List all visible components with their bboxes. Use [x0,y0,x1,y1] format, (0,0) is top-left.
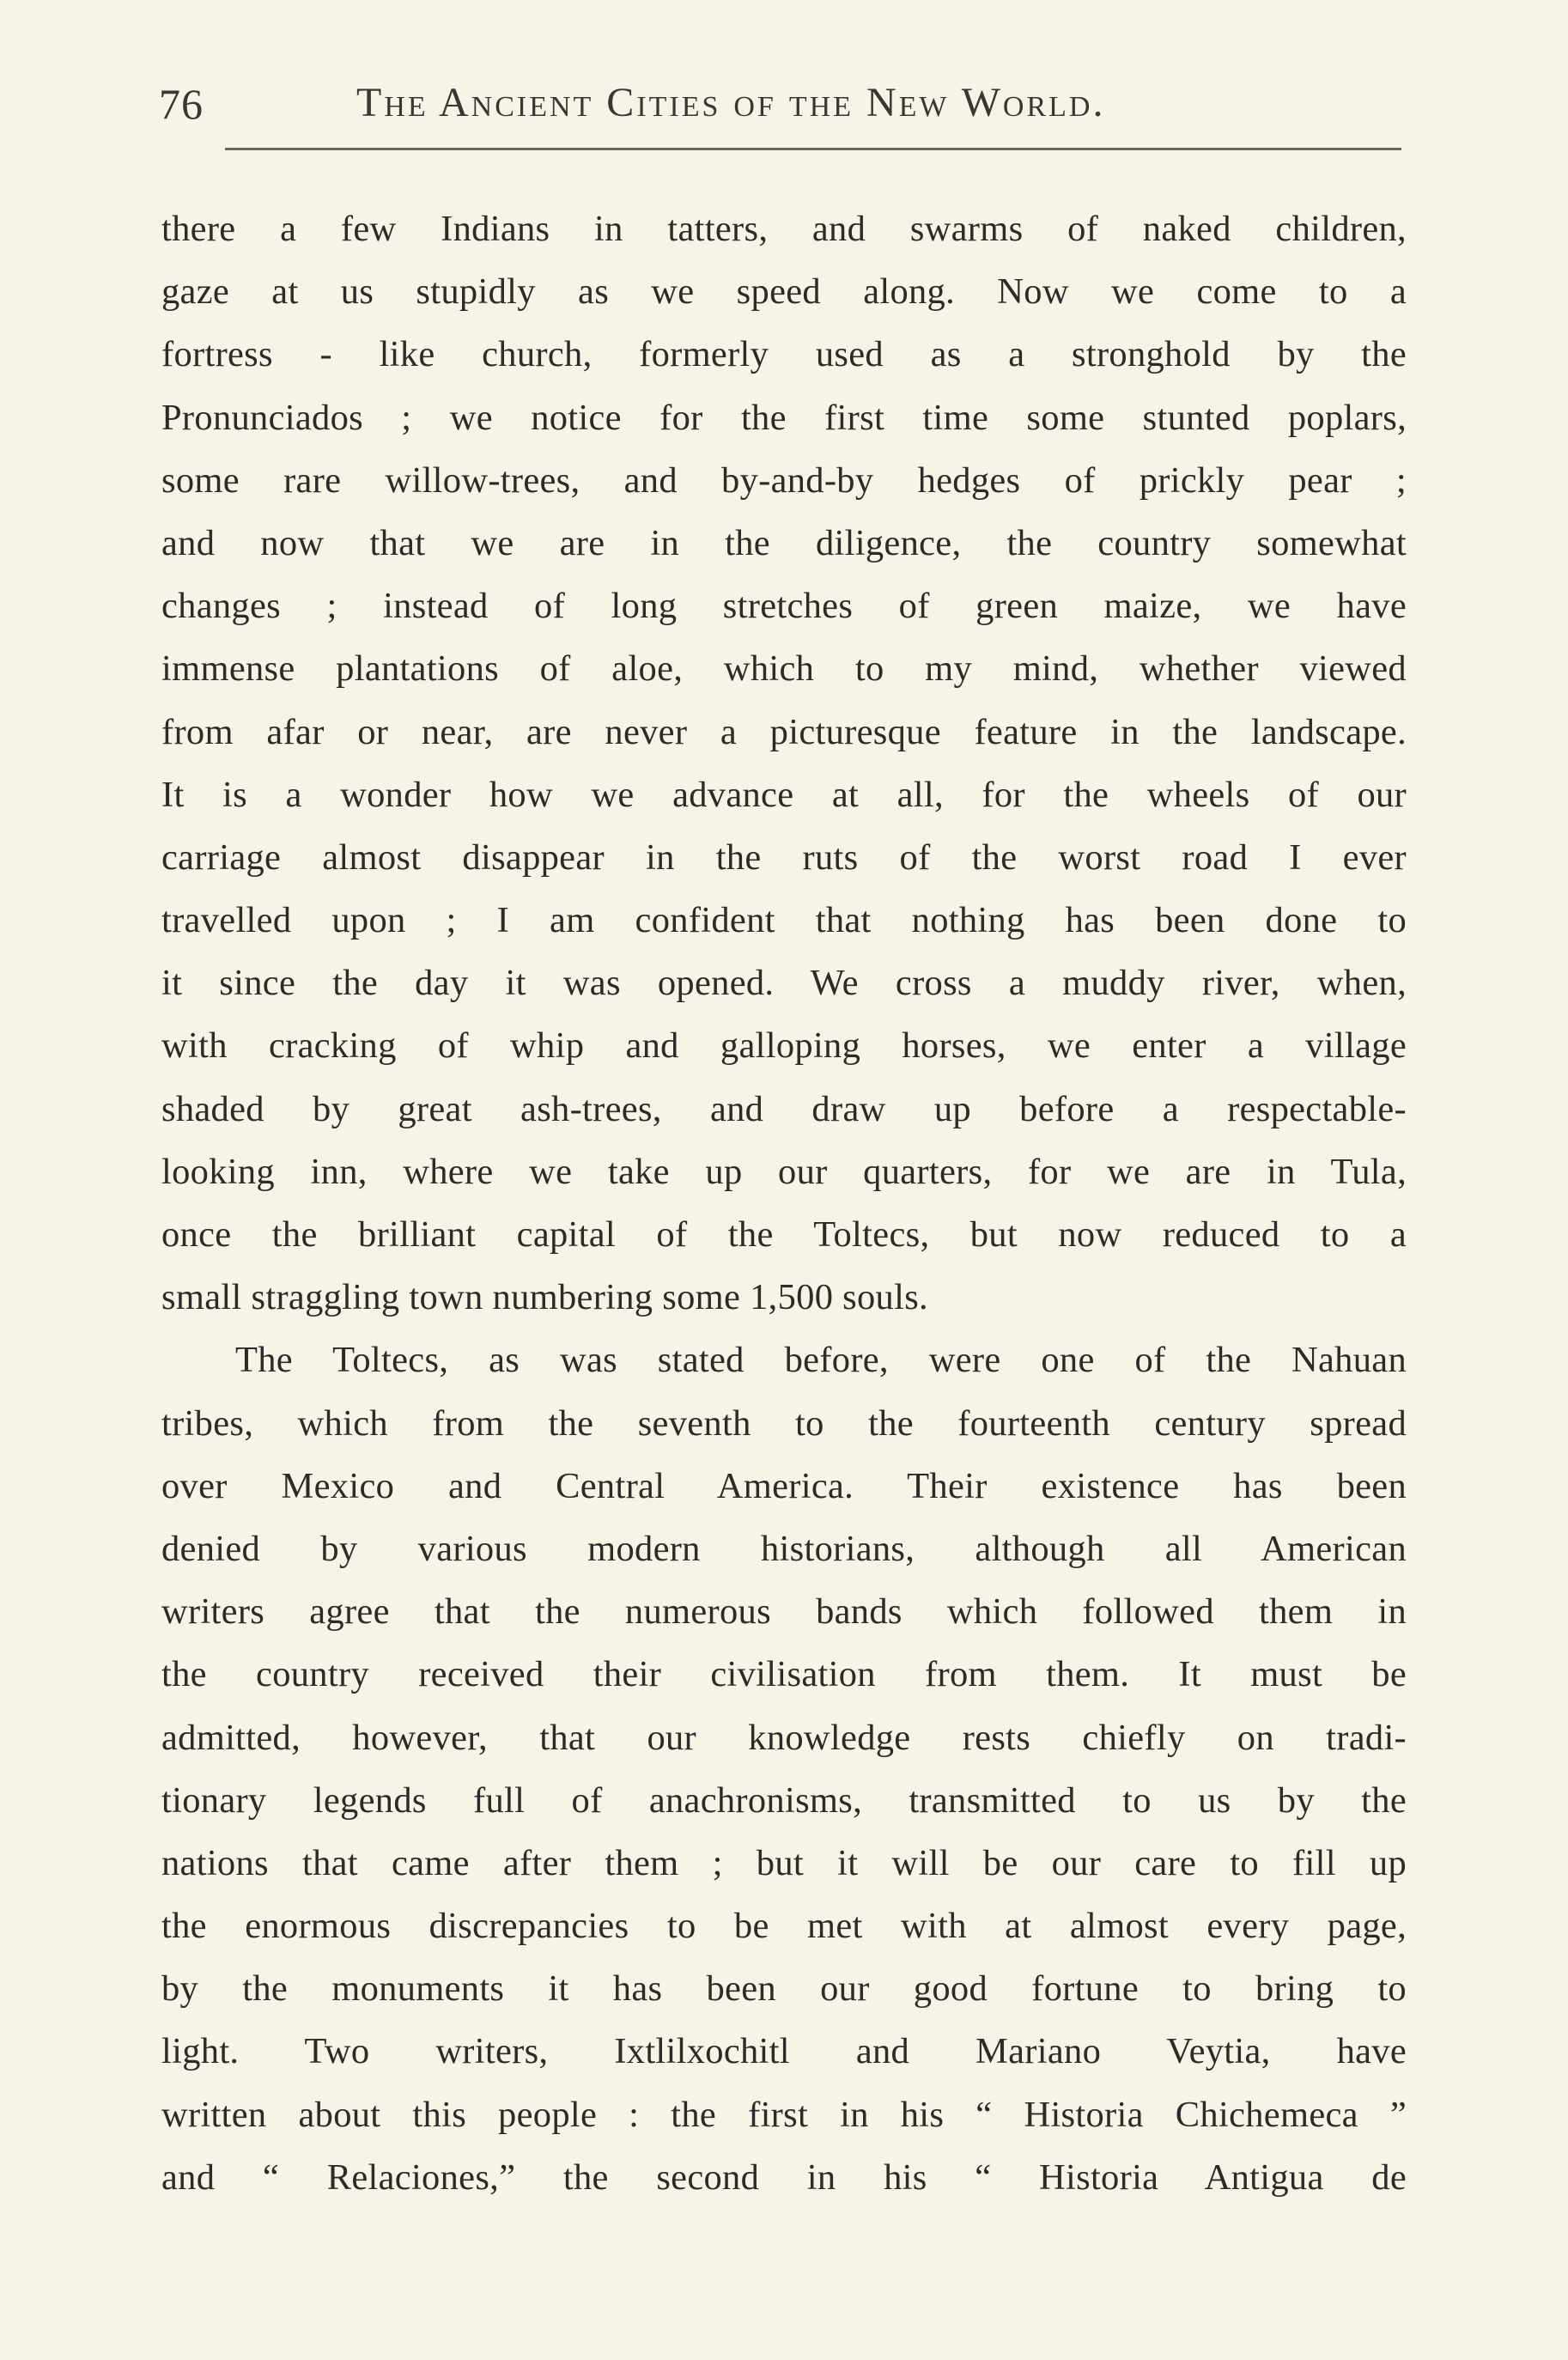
text-line: fortress - like church, formerly used as a stronghold by the [161,334,1407,375]
text-line: it since the day it was opened. We cross a muddy river, when, [161,963,1407,1004]
text-line: written about this people : the first in his “ Historia Chichemeca ” [161,2094,1407,2135]
text-line: over Mexico and Central America. Their existence has been [161,1465,1407,1506]
text-line: the enormous discrepancies to be met with at almost every page, [161,1906,1407,1947]
text-line: writers agree that the numerous bands which followed them in [161,1591,1407,1633]
text-line: travelled upon ; I am confident that nothing has been done to [161,900,1407,941]
text-line: by the monuments it has been our good fortune to bring to [161,1968,1407,2010]
text-line: tionary legends full of anachronisms, transmitted to us by the [161,1779,1407,1821]
text-line: and now that we are in the diligence, the country somewhat [161,522,1407,563]
text-line: light. Two writers, Ixtlilxochitl and Mariano Veytia, have [161,2031,1407,2072]
text-line: changes ; instead of long stretches of green maize, we have [161,586,1407,627]
text-line: shaded by great ash-trees, and draw up before a respectable- [161,1088,1407,1129]
text-line: nations that came after them ; but it will be our care to fill up [161,1842,1407,1883]
page-number: 76 [159,80,204,128]
text-line: there a few Indians in tatters, and swarms of naked children, [161,209,1407,249]
page-header [159,76,1404,136]
text-line: denied by various modern historians, although all American [161,1528,1407,1569]
text-line: looking inn, where we take up our quarters, for we are in Tula, [161,1151,1407,1192]
header-rule [225,148,1401,150]
text-line: the country received their civilisation from them. It must be [161,1654,1407,1695]
text-line: Pronunciados ; we notice for the first time some stunted poplars, [161,397,1407,438]
text-line: tribes, which from the seventh to the fourteenth century spread [161,1402,1407,1444]
text-line-paragraph-end: small straggling town numbering some 1,500 souls. [161,1277,928,1318]
text-line: gaze at us stupidly as we speed along. Now we come to a [161,271,1407,313]
text-line: immense plantations of aloe, which to my mind, whether viewed [161,648,1407,690]
running-title: The Ancient Cities of the New World. [356,80,1106,125]
body-text [161,198,1407,2209]
text-line: admitted, however, that our knowledge rests chiefly on tradi- [161,1717,1407,1758]
text-line-paragraph-start: The Toltecs, as was stated before, were one of the Nahuan [235,1340,1407,1381]
text-line: from afar or near, are never a picturesque feature in the landscape. [161,711,1407,752]
text-line: and “ Relaciones,” the second in his “ Historia Antigua de [161,2156,1407,2198]
text-line: some rare willow-trees, and by-and-by hedges of prickly pear ; [161,459,1407,501]
text-line: once the brilliant capital of the Toltecs, but now reduced to a [161,1214,1407,1255]
text-line: carriage almost disappear in the ruts of the worst road I ever [161,836,1407,878]
text-line: It is a wonder how we advance at all, for the wheels of our [161,774,1407,815]
text-line: with cracking of whip and galloping horses, we enter a village [161,1025,1407,1067]
